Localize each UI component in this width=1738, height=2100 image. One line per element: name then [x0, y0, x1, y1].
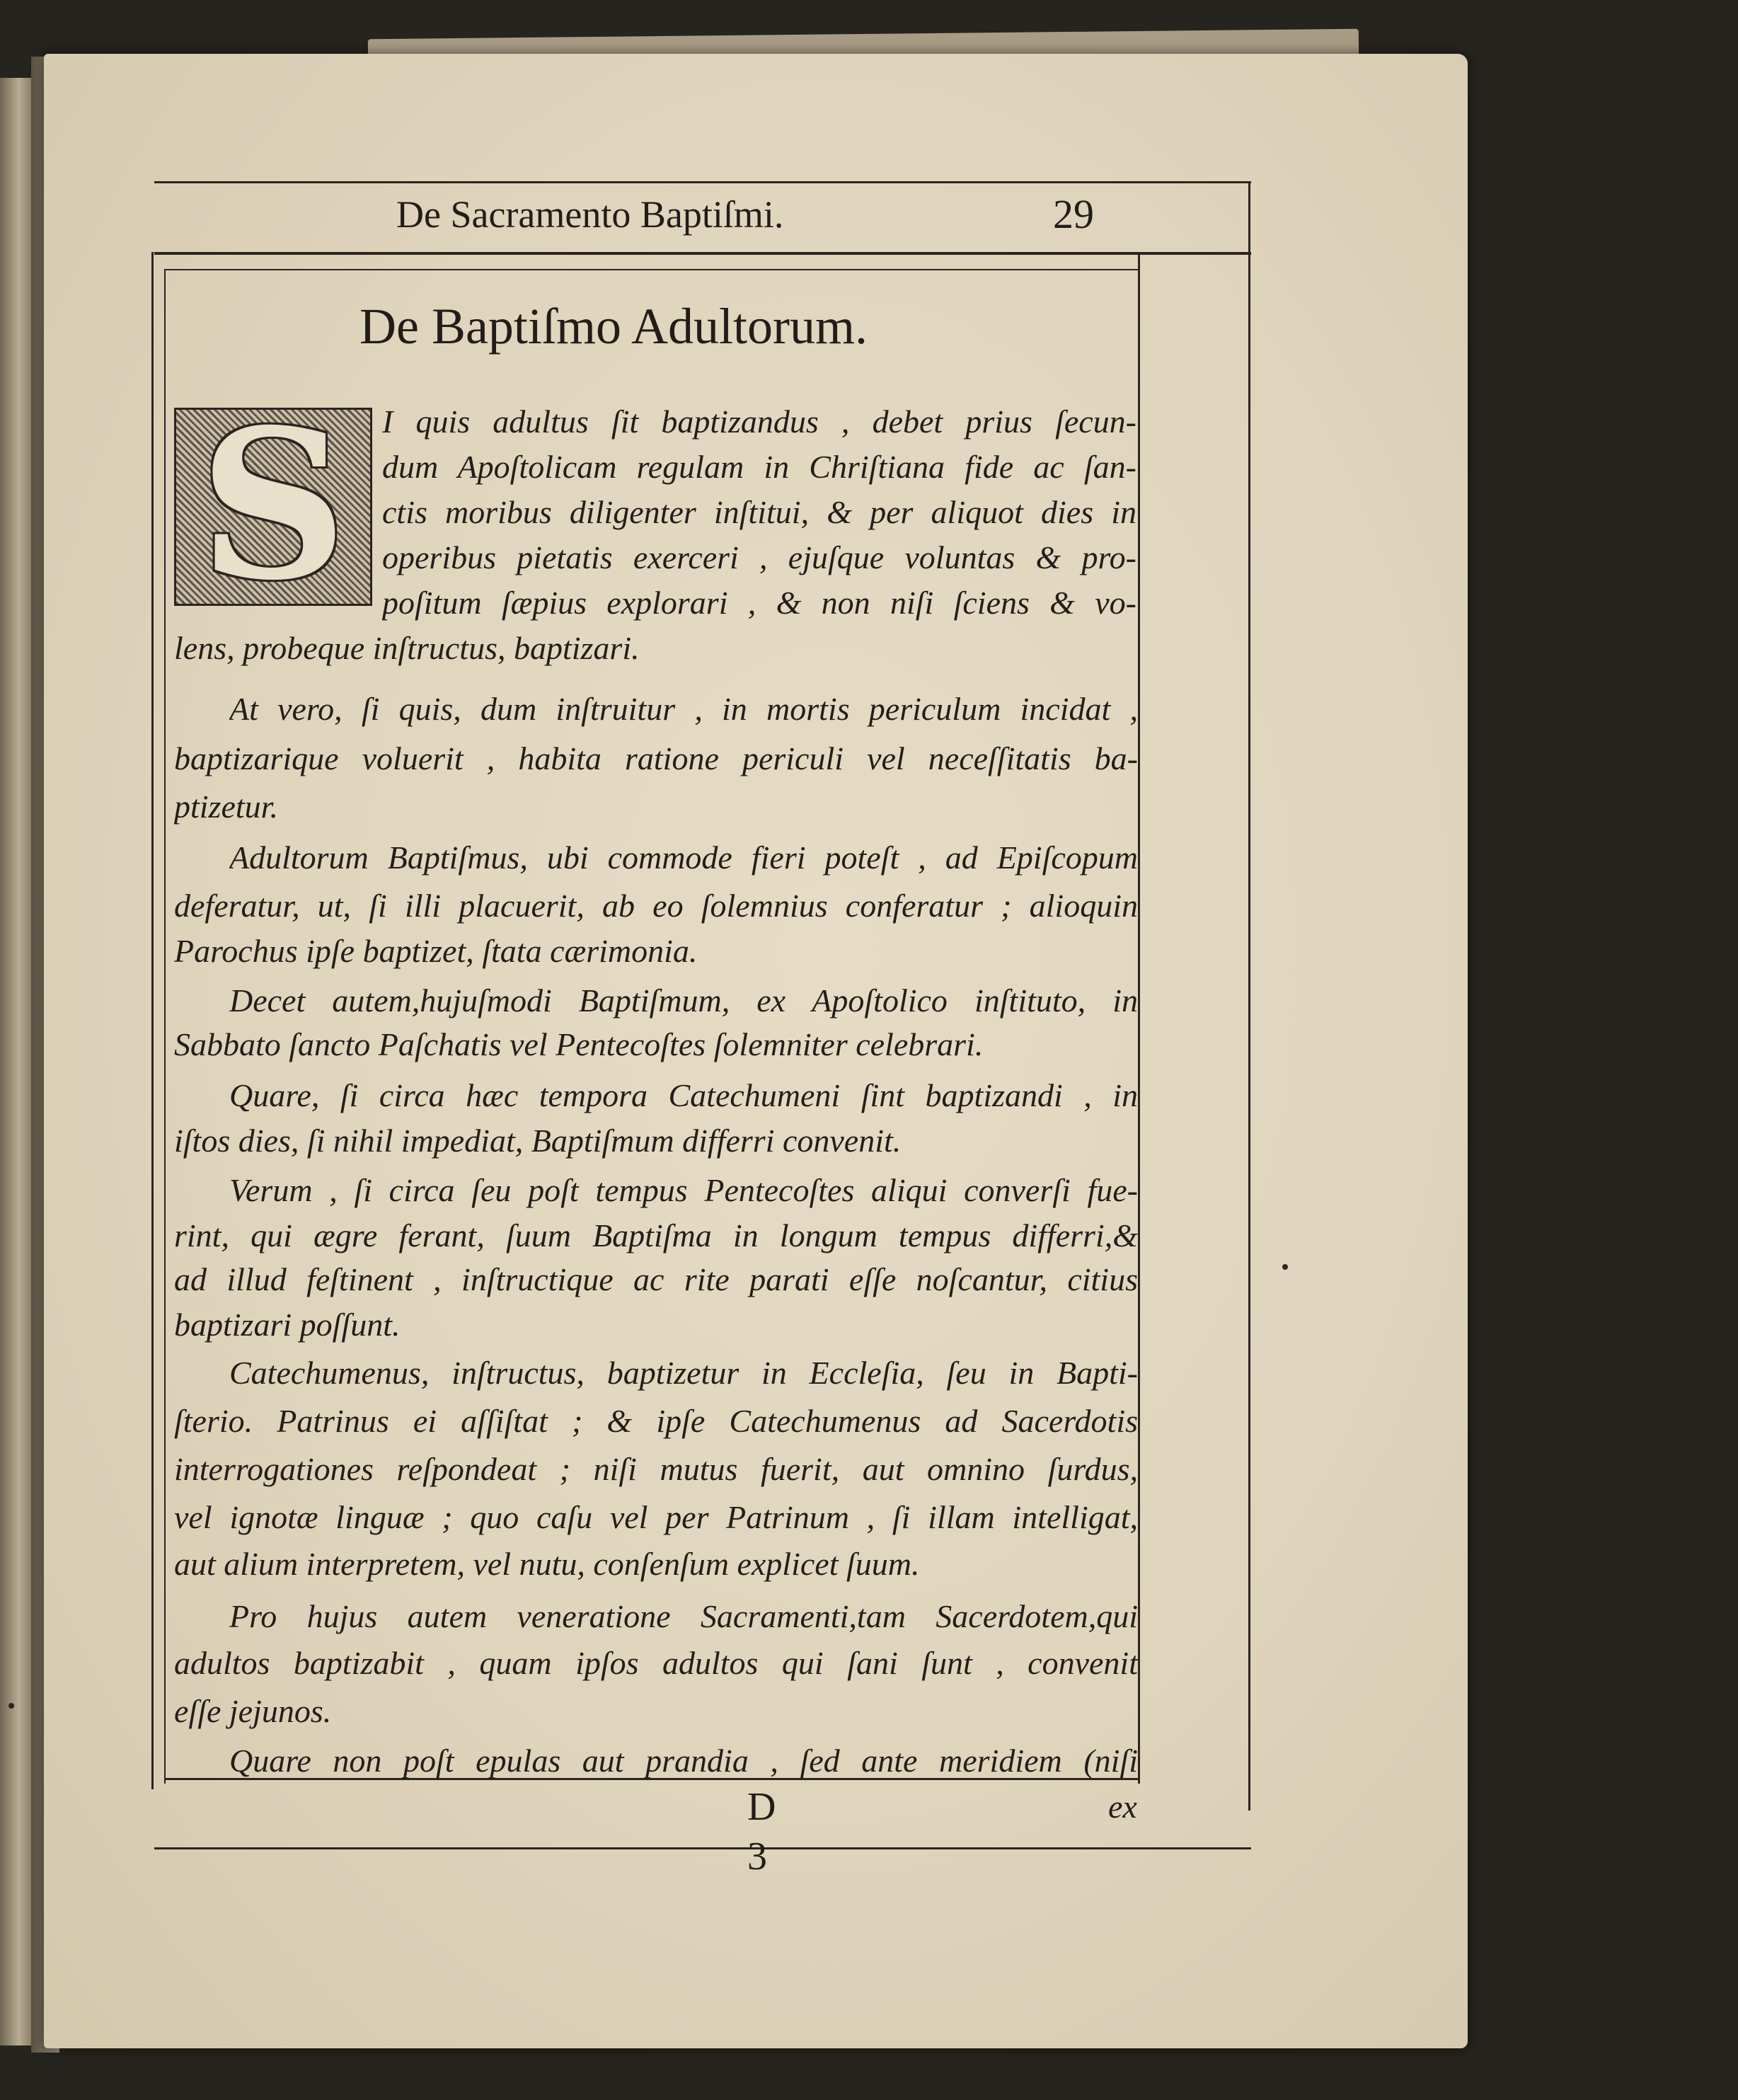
text-line: baptizari poſſunt.	[174, 1307, 401, 1343]
drop-cap-letter: S	[199, 385, 347, 626]
text-line: vel ignotæ linguæ ; quo caſu vel per Patrinum , ſi illam intelligat,	[174, 1499, 1138, 1535]
running-header: De Sacramento Baptiſmi.	[396, 193, 784, 236]
frame-right-inner	[1138, 252, 1140, 1784]
text-line: I quis adultus ſit baptizandus , debet prius ſecun-	[382, 403, 1136, 440]
frame-left-inner	[164, 270, 166, 1784]
frame-left-outer	[151, 252, 154, 1789]
text-line: Verum , ſi circa ſeu poſt tempus Pentecoſtes aliqui converſi fue-	[229, 1172, 1138, 1208]
text-line: ad illud feſtinent , inſtructique ac rite parati eſſe noſcantur, citius	[174, 1261, 1138, 1297]
text-line: deferatur, ut, ſi illi placuerit, ab eo ſolemnius conferatur ; alioquin	[174, 888, 1138, 924]
text-line: Parochus ipſe baptizet, ſtata cærimonia.	[174, 933, 698, 969]
text-line: ſterio. Patrinus ei aſſiſtat ; & ipſe Catechumenus ad Sacerdotis	[174, 1403, 1138, 1439]
text-line: operibus pietatis exerceri , ejuſque voluntas & pro-	[382, 539, 1136, 575]
decorated-initial	[174, 385, 372, 626]
catchword: ex	[1108, 1789, 1137, 1825]
text-line: interrogationes reſpondeat ; niſi mutus fuerit, aut omnino ſurdus,	[174, 1451, 1138, 1487]
text-line: Sabbato ſancto Paſchatis vel Pentecoſtes ſolemniter celebrari.	[174, 1026, 984, 1062]
section-title: De Baptiſmo Adultorum.	[359, 298, 868, 355]
signature-mark: D 3	[747, 1785, 776, 1878]
text-line: iſtos dies, ſi nihil impediat, Baptiſmum differri convenit.	[174, 1123, 902, 1159]
header-rule-bottom	[154, 252, 1251, 255]
frame-top-inner	[164, 269, 1139, 270]
text-line: rint, qui ægre ferant, ſuum Baptiſma in longum tempus differri,&	[174, 1217, 1138, 1253]
text-line: ctis moribus diligenter inſtitui, & per aliquot dies in	[382, 494, 1136, 530]
text-line: baptizarique voluerit , habita ratione periculi vel neceſſitatis ba-	[174, 740, 1138, 776]
header-rule-top	[154, 181, 1251, 183]
left-page-edge	[0, 78, 31, 2046]
text-line: aut alium interpretem, vel nutu, conſenſum explicet ſuum.	[174, 1546, 920, 1582]
text-line: lens, probeque inſtructus, baptizari.	[174, 630, 640, 666]
ink-speck	[8, 1703, 14, 1709]
text-line: Adultorum Baptiſmus, ubi commode fieri poteſt , ad Epiſcopum	[229, 839, 1138, 876]
frame-right-outer	[1248, 183, 1250, 1811]
text-line: Quare, ſi circa hæc tempora Catechumeni ſint baptizandi , in	[229, 1077, 1138, 1113]
text-line: adultos baptizabit , quam ipſos adultos qui ſani ſunt , convenit	[174, 1645, 1138, 1681]
text-line: Quare non poſt epulas aut prandia , ſed ante meridiem (niſi	[229, 1743, 1138, 1779]
text-line: dum Apoſtolicam regulam in Chriſtiana fide ac ſan-	[382, 449, 1136, 485]
text-line: At vero, ſi quis, dum inſtruitur , in mortis periculum incidat ,	[229, 691, 1138, 727]
text-line: Pro hujus autem veneratione Sacramenti,tam Sacerdotem,qui	[229, 1598, 1138, 1634]
page-number: 29	[1053, 191, 1094, 237]
ink-speck	[1282, 1264, 1288, 1270]
text-line: Decet autem,hujuſmodi Baptiſmum, ex Apoſtolico inſtituto, in	[229, 982, 1138, 1019]
text-line: ptizetur.	[174, 788, 278, 825]
footer-rule	[154, 1847, 1251, 1849]
text-line: Catechumenus, inſtructus, baptizetur in Eccleſia, ſeu in Bapti-	[229, 1355, 1138, 1391]
text-line: poſitum ſæpius explorari , & non niſi ſciens & vo-	[382, 585, 1136, 621]
text-line: eſſe jejunos.	[174, 1693, 332, 1729]
